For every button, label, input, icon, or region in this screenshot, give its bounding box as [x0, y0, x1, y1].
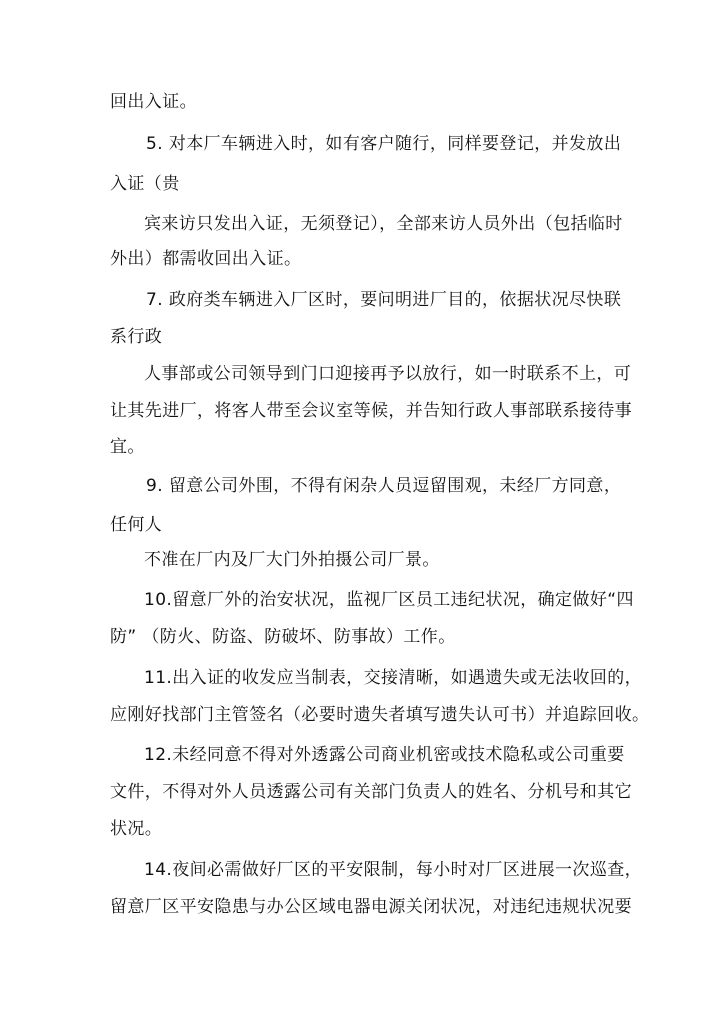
text-line: 12.未经同意不得对外透露公司商业机密或技术隐私或公司重要 [144, 745, 625, 765]
text-line: 状况。 [110, 819, 163, 839]
text-line: 外出）都需收回出入证。 [110, 249, 302, 269]
text-line: 人事部或公司领导到门口迎接再予以放行，如一时联系不上，可 [144, 364, 632, 384]
text-line: 宜。 [110, 437, 145, 457]
text-line: 应刚好找部门主管签名（必要时遗失者填写遗失认可书）并追踪回收。 [110, 705, 650, 725]
text-line: 不准在厂内及厂大门外拍摄公司厂景。 [144, 550, 440, 570]
text-line: 任何人 [110, 515, 163, 535]
text-line: 宾来访只发出入证，无须登记），全部来访人员外出（包括临时 [144, 214, 623, 234]
text-line: 回出入证。 [110, 92, 197, 112]
text-line: 防” （防火、防盗、防破坏、防事故）工作。 [110, 627, 456, 647]
text-line: 10.留意厂外的治安状况，监视厂区员工违纪状况，确定做好“四 [144, 590, 634, 610]
text-line: 文件，不得对外人员透露公司有关部门负责人的姓名、分机号和其它 [110, 782, 632, 802]
text-line: 11.出入证的收发应当制表，交接清晰，如遇遗失或无法收回的， [144, 668, 643, 688]
text-line: 系行政 [110, 327, 163, 347]
text-line: 7. 政府类车辆进入厂区时，要问明进厂目的，依据状况尽快联 [146, 290, 622, 310]
text-line: 5. 对本厂车辆进入时，如有客户随行，同样要登记，并发放出 [146, 134, 622, 154]
text-line: 14.夜间必需做好厂区的平安限制，每小时对厂区进展一次巡查， [144, 860, 643, 880]
text-line: 入证（贵 [110, 174, 180, 194]
text-line: 9. 留意公司外围，不得有闲杂人员逗留围观，未经厂方同意， [146, 476, 622, 496]
text-line: 留意厂区平安隐患与办公区域电器电源关闭状况，对违纪违规状况要 [110, 897, 632, 917]
text-line: 让其先进厂，将客人带至会议室等候，并告知行政人事部联系接待事 [110, 401, 632, 421]
